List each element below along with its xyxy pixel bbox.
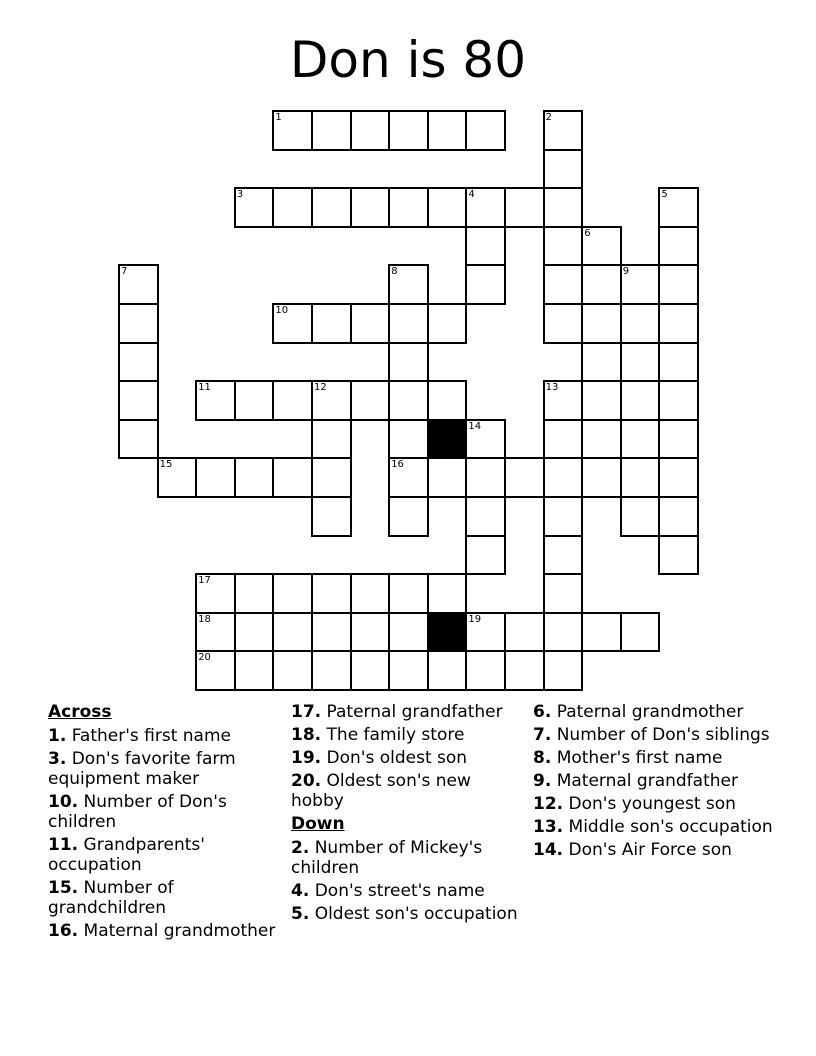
clue-number: 11 [198, 382, 211, 394]
grid-cell[interactable] [311, 496, 352, 537]
grid-cell[interactable] [350, 380, 391, 421]
grid-cell[interactable] [658, 342, 699, 383]
grid-cell[interactable] [311, 457, 352, 498]
clue-number: 10 [275, 305, 289, 316]
grid-cell[interactable] [581, 226, 622, 267]
grid-cell[interactable] [388, 573, 429, 614]
clue-number: 5 [661, 189, 668, 201]
across-clue [291, 725, 526, 745]
grid-cell[interactable] [543, 650, 584, 691]
clue-text: Father's first name [66, 726, 231, 746]
grid-cell[interactable] [311, 650, 352, 691]
clue-num: 16. [48, 921, 79, 941]
grid-cell[interactable] [581, 380, 622, 421]
clue-number: 18 [198, 613, 211, 625]
down-clue [291, 838, 526, 878]
clue-num: 1. [48, 726, 67, 746]
down-clue [291, 881, 526, 901]
grid-cell[interactable] [543, 535, 584, 576]
clue-num: 2. [291, 838, 310, 858]
grid-cell[interactable] [311, 419, 352, 460]
grid-cell[interactable] [118, 264, 159, 305]
clue-num: 11. [48, 835, 79, 855]
grid-cell[interactable] [350, 650, 391, 691]
clue-number: 15 [159, 459, 173, 471]
grid-cell[interactable] [272, 457, 313, 498]
grid-cell[interactable] [543, 380, 584, 421]
grid-cell[interactable] [234, 457, 275, 498]
grid-cell[interactable] [388, 650, 429, 691]
grid-cell[interactable] [388, 380, 429, 421]
grid-cell[interactable] [543, 303, 584, 344]
down-clue [533, 748, 773, 768]
across-heading: Across [48, 702, 112, 722]
grid-cell[interactable] [272, 573, 313, 614]
grid-cell[interactable] [388, 496, 429, 537]
grid-cell[interactable] [620, 380, 661, 421]
clue-text: Don's oldest son [321, 748, 468, 768]
grid-cell[interactable] [388, 612, 429, 653]
down-clue [533, 817, 773, 837]
clue-number: 17 [198, 575, 211, 587]
grid-cell[interactable] [195, 380, 236, 421]
clue-number: 13 [545, 382, 559, 394]
grid-cell[interactable] [658, 303, 699, 344]
clue-text: Don's favorite farm equipment maker [48, 749, 236, 789]
grid-cell[interactable] [581, 342, 622, 383]
clue-number: 16 [391, 459, 404, 471]
grid-cell[interactable] [581, 419, 622, 460]
clue-num: 13. [533, 817, 564, 837]
grid-cell[interactable] [620, 457, 661, 498]
clue-text: Don's youngest son [563, 794, 736, 814]
grid-cell[interactable] [272, 650, 313, 691]
grid-cell[interactable] [311, 110, 352, 151]
clue-num: 8. [533, 748, 552, 768]
grid-cell[interactable] [388, 110, 429, 151]
grid-cell[interactable] [581, 303, 622, 344]
grid-cell[interactable] [427, 380, 468, 421]
grid-cell[interactable] [234, 612, 275, 653]
grid-cell[interactable] [388, 303, 429, 344]
clue-num: 15. [48, 878, 79, 898]
grid-cell[interactable] [118, 342, 159, 383]
grid-cell[interactable] [543, 612, 584, 653]
across-clue [291, 771, 526, 811]
clue-num: 7. [533, 725, 552, 745]
clues-column-1 [48, 702, 283, 944]
across-clue [48, 792, 283, 832]
grid-cell[interactable] [427, 457, 468, 498]
grid-cell[interactable] [465, 110, 506, 151]
grid-cell[interactable] [543, 573, 584, 614]
clues-column-2 [291, 702, 526, 927]
grid-cell[interactable] [388, 419, 429, 460]
grid-cell[interactable] [658, 226, 699, 267]
clue-text: Maternal grandfather [551, 771, 738, 791]
black-square [427, 419, 468, 460]
grid-cell[interactable] [427, 110, 468, 151]
grid-cell[interactable] [350, 612, 391, 653]
clue-text: Don's street's name [309, 881, 485, 901]
clue-text: Mother's first name [551, 748, 723, 768]
down-clue [533, 840, 773, 860]
across-clue [48, 749, 283, 789]
clue-num: 6. [533, 702, 552, 722]
clue-num: 10. [48, 792, 79, 812]
grid-cell[interactable] [543, 149, 584, 190]
puzzle-title: Don is 80 [289, 31, 527, 89]
grid-cell[interactable] [543, 264, 584, 305]
clue-text: Number of Don's children [48, 792, 227, 832]
grid-cell[interactable] [272, 612, 313, 653]
grid-cell[interactable] [427, 573, 468, 614]
clue-num: 3. [48, 749, 67, 769]
grid-cell[interactable] [195, 612, 236, 653]
across-clue [48, 878, 283, 918]
clue-num: 9. [533, 771, 552, 791]
clue-number: 7 [121, 266, 128, 278]
grid-cell[interactable] [581, 264, 622, 305]
grid-cell[interactable] [350, 573, 391, 614]
grid-cell[interactable] [311, 303, 352, 344]
clue-num: 19. [291, 748, 322, 768]
grid-cell[interactable] [504, 457, 545, 498]
clue-num: 14. [533, 840, 564, 860]
grid-cell[interactable] [658, 380, 699, 421]
grid-cell[interactable] [465, 650, 506, 691]
grid-cell[interactable] [388, 187, 429, 228]
grid-cell[interactable] [195, 650, 236, 691]
grid-cell[interactable] [620, 342, 661, 383]
grid-cell[interactable] [465, 226, 506, 267]
grid-cell[interactable] [350, 187, 391, 228]
clue-number: 4 [468, 189, 475, 201]
grid-cell[interactable] [350, 110, 391, 151]
grid-cell[interactable] [118, 303, 159, 344]
clue-text: Maternal grandmother [78, 921, 276, 941]
clue-num: 12. [533, 794, 564, 814]
clue-number: 1 [275, 112, 282, 123]
grid-cell[interactable] [581, 457, 622, 498]
clue-text: Paternal grandmother [551, 702, 744, 722]
grid-cell[interactable] [118, 380, 159, 421]
clue-number: 20 [198, 652, 211, 664]
grid-cell[interactable] [465, 264, 506, 305]
across-clue [291, 702, 526, 722]
clue-text: Oldest son's new hobby [291, 771, 471, 811]
clue-text: Number of Mickey's children [291, 838, 483, 878]
grid-cell[interactable] [504, 650, 545, 691]
grid-cell[interactable] [658, 264, 699, 305]
down-clue [533, 794, 773, 814]
clues-column-3 [533, 702, 773, 863]
grid-cell[interactable] [543, 110, 584, 151]
clue-text: Number of grandchildren [48, 878, 174, 918]
grid-cell[interactable] [543, 226, 584, 267]
across-clue [48, 726, 283, 746]
down-clue [533, 702, 773, 722]
grid-cell[interactable] [465, 419, 506, 460]
grid-cell[interactable] [543, 457, 584, 498]
grid-cell[interactable] [272, 110, 313, 151]
grid-cell[interactable] [543, 496, 584, 537]
grid-cell[interactable] [543, 187, 584, 228]
grid-cell[interactable] [658, 419, 699, 460]
across-clue [291, 748, 526, 768]
grid-cell[interactable] [311, 612, 352, 653]
grid-cell[interactable] [195, 573, 236, 614]
grid-cell[interactable] [272, 303, 313, 344]
grid-cell[interactable] [157, 457, 198, 498]
clue-text: Don's Air Force son [563, 840, 732, 860]
clue-number: 8 [391, 266, 398, 278]
grid-cell[interactable] [581, 612, 622, 653]
across-clue [48, 835, 283, 875]
grid-cell[interactable] [388, 342, 429, 383]
grid-cell[interactable] [427, 303, 468, 344]
clue-number: 14 [468, 420, 482, 432]
clue-num: 4. [291, 881, 310, 901]
clue-number: 12 [314, 382, 327, 394]
clue-number: 6 [584, 227, 591, 239]
grid-cell[interactable] [658, 457, 699, 498]
clue-num: 20. [291, 771, 322, 791]
grid-cell[interactable] [388, 457, 429, 498]
grid-cell[interactable] [504, 187, 545, 228]
clue-num: 18. [291, 725, 322, 745]
grid-cell[interactable] [311, 380, 352, 421]
grid-cell[interactable] [427, 187, 468, 228]
clue-number: 2 [545, 112, 552, 123]
clue-number: 9 [622, 266, 630, 278]
grid-cell[interactable] [465, 457, 506, 498]
grid-cell[interactable] [311, 573, 352, 614]
grid-cell[interactable] [465, 535, 506, 576]
clue-text: Grandparents' occupation [48, 835, 205, 875]
grid-cell[interactable] [543, 419, 584, 460]
grid-cell[interactable] [620, 303, 661, 344]
grid-cell[interactable] [658, 187, 699, 228]
grid-cell[interactable] [620, 419, 661, 460]
grid-cell[interactable] [658, 535, 699, 576]
grid-cell[interactable] [658, 496, 699, 537]
clue-number: 3 [236, 189, 244, 201]
clue-text: Oldest son's occupation [309, 904, 518, 924]
grid-cell[interactable] [427, 650, 468, 691]
grid-cell[interactable] [311, 187, 352, 228]
grid-cell[interactable] [350, 303, 391, 344]
across-clue [48, 921, 283, 941]
clue-num: 5. [291, 904, 310, 924]
grid-cell[interactable] [465, 187, 506, 228]
grid-cell[interactable] [118, 419, 159, 460]
grid-cell[interactable] [272, 187, 313, 228]
grid-cell[interactable] [388, 264, 429, 305]
down-clue [533, 725, 773, 745]
black-square [427, 612, 468, 653]
clue-text: Paternal grandfather [321, 702, 503, 722]
grid-cell[interactable] [504, 612, 545, 653]
down-clue [291, 904, 526, 924]
clue-num: 17. [291, 702, 322, 722]
grid-cell[interactable] [620, 496, 661, 537]
grid-cell[interactable] [195, 457, 236, 498]
clue-number: 19 [468, 613, 482, 625]
down-clue [533, 771, 773, 791]
grid-cell[interactable] [234, 187, 275, 228]
grid-cell[interactable] [465, 612, 506, 653]
grid-cell[interactable] [465, 496, 506, 537]
down-heading: Down [291, 814, 345, 834]
grid-cell[interactable] [620, 264, 661, 305]
grid-cell[interactable] [620, 612, 661, 653]
grid-cell[interactable] [234, 650, 275, 691]
clue-text: Middle son's occupation [563, 817, 773, 837]
clue-text: The family store [321, 725, 465, 745]
grid-cell[interactable] [234, 573, 275, 614]
clue-text: Number of Don's siblings [551, 725, 770, 745]
grid-cell[interactable] [234, 380, 275, 421]
grid-cell[interactable] [272, 380, 313, 421]
